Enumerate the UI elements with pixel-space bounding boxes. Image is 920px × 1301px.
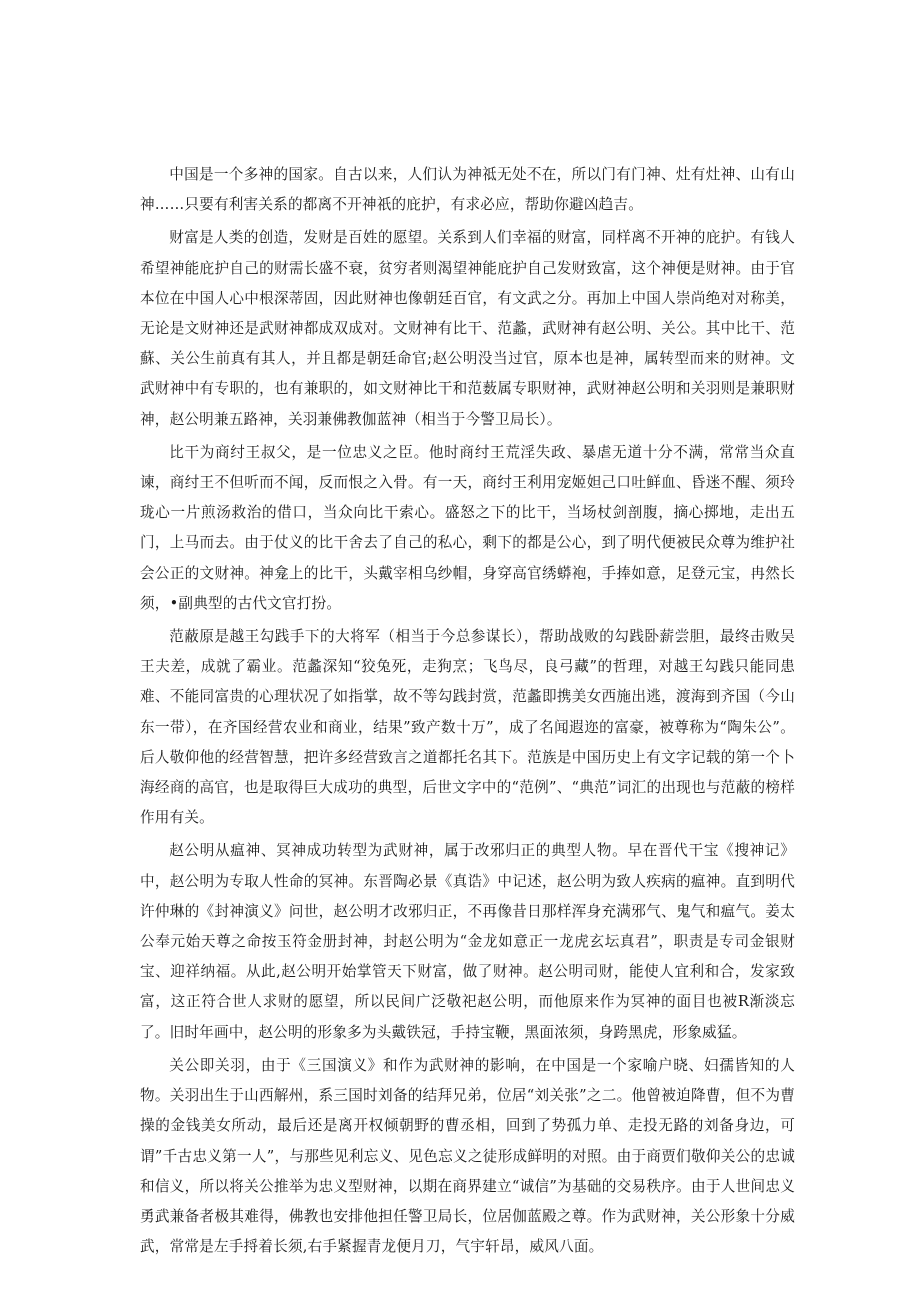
paragraph-bigan: 比干为商纣王叔父，是一位忠义之臣。他时商纣王荒淫失政、暴虐无道十分不满，常常当众直谏，商纣王不但听而不闻，反而恨之入骨。有一天，商纣王利用宠姬妲己口吐鲜血、昏迷不醒、须玲珑心一片煎汤救治的借口，当众向比干索心。盛怒之下的比干，当场杖剑剖腹，摘心掷地，走出五门，上马而去。由于仗义的比干舍去了自己的私心，剩下的都是公心，到了明代便被民众尊为维护社会公正的文财神。神龛上的比干，头戴宰相乌纱帽，身穿高官绣蟒袍，手捧如意，足登元宝，冉然长须，•副典型的古代文官打扮。: [140, 443, 795, 612]
paragraph-guan-gong: 关公即关羽，由于《三国演义》和作为武财神的影响，在中国是一个家喻户晓、妇孺皆知的人物。关羽出生于山西解州，系三国时刘备的结拜兄弟，位居“刘关张”之二。他曾被迫降曹，但不为曹操的金钱美女所动，最后还是离开权倾朝野的曹丞相，回到了势孤力单、走投无路的刘备身边，可谓”千古忠义第一人”，与那些见利忘义、见色忘义之徒形成鲜明的对照。由于商贾们敬仰关公的忠诚和信义，所以将关公推举为忠义型财神，以期在商界建立“诚信”为基础的交易秩序。由于人世间忠义勇武兼备者极其难得，佛教也安排他担任警卫局长，位居伽蓝殿之尊。作为武财神，关公形象十分威武，常常是左手捋着长须,右手紧握青龙便月刀，气宇轩昂，威风八面。: [140, 1056, 795, 1256]
paragraph-god-of-wealth: 财富是人类的创造，发财是百姓的愿望。关系到人们幸福的财富，同样离不开神的庇护。有钱人希望神能庇护自己的财需长盛不衰，贫穷者则渴望神能庇护自己发财致富，这个神便是财神。由于官本位在中国人心中根深蒂固，因此财神也像朝廷百官，有文武之分。再加上中国人崇尚绝对对称美，无论是文财神还是武财神都成双成对。文财神有比干、范蠡，武财神有赵公明、关公。其中比干、范蘇、关公生前真有其人，并且都是朝廷命官;赵公明没当过官，原本也是神，属转型而来的财神。文武财神中有专职的，也有兼职的，如文财神比干和范薮属专职财神，武财神赵公明和关羽则是兼职财神，赵公明兼五路神，关羽兼佛教伽蓝神（相当于今警卫局长）。: [140, 229, 795, 428]
paragraph-fanli: 范蔽原是越王勾践手下的大将军（相当于今总参谋长），帮助战败的勾践卧薪尝胆，最终击败吴王夫差，成就了霸业。范蠡深知“狡兔死，走狗烹；飞鸟尽，良弓藏”的哲理，对越王勾践只能同患难、不能同富贵的心理状况了如指掌，故不等勾践封赏，范蠡即携美女西施出逃，渡海到齐国（今山东一带），在齐国经营农业和商业，结果”致产数十万”，成了名闻遐迩的富豪，被尊称为“陶朱公”。后人敬仰他的经营智慧，把许多经营致言之道都托名其下。范族是中国历史上有文字记载的第一个卜海经商的高官，也是取得巨大成功的典型，后世文字中的“范例”、“典范”词汇的出现也与范蔽的榜样作用有关。: [140, 628, 795, 827]
paragraph-intro: 中国是一个多神的国家。自古以来，人们认为神祗无处不在，所以门有门神、灶有灶神、山有山神……只要有利害关系的都离不开神祇的庇护，有求必应，帮助你避凶趋吉。: [140, 166, 795, 214]
paragraph-zhao-gongming: 赵公明从瘟神、冥神成功转型为武财神，属于改邪归正的典型人物。早在晋代干宝《搜神记》中，赵公明为专取人性命的冥神。东晋陶必景《真诰》中记述，赵公明为致人疾病的瘟神。直到明代许仲琳的《封神演义》问世，赵公明才改邪归正，不再像昔日那样浑身充满邪气、鬼气和瘟气。姜太公奉元始天尊之命按玉符金册封神，封赵公明为“金龙如意正一龙虎玄坛真君”，职责是专司金银财宝、迎祥纳福。从此,赵公明开始掌管天下财富，做了财神。赵公明司财，能使人宜利和合，发家致富，这正符合世人求财的愿望，所以民间广泛敬祀赵公明，而他原来作为冥神的面目也被R渐淡忘了。旧时年画中，赵公明的形象多为头戴铁冠，手持宝鞭，黑面浓须，身跨黑虎，形象威猛。: [140, 842, 795, 1041]
article-body: [140, 160, 795, 1265]
